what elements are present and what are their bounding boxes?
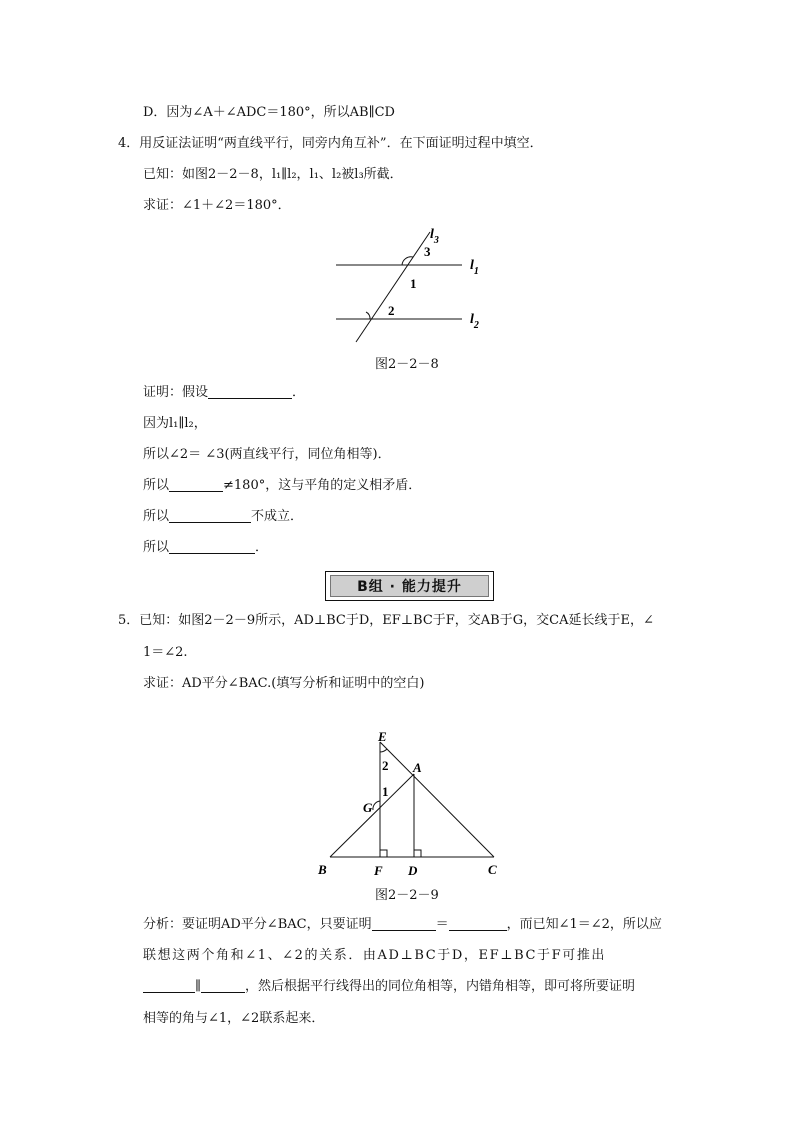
q5-given-line-1	[118, 612, 654, 630]
q5-prove: 求证：AD平分∠BAC.(填写分析和证明中的空白)	[143, 676, 425, 691]
figure-2-2-8	[330, 224, 500, 348]
point-f: F	[374, 863, 383, 878]
q5-given-text: 已知：如图2－2－9所示，AD⊥BC于D，EF⊥BC于F，交AB于G，交CA延长线于E，∠	[139, 613, 654, 628]
proof-blank-4[interactable]	[169, 539, 255, 554]
analysis-1-suffix: ，而已知∠1＝∠2，所以应	[506, 917, 662, 932]
proof-6-suffix: ．	[255, 540, 269, 555]
angle-arc-1	[402, 257, 413, 265]
proof-4-prefix: 所以	[143, 478, 170, 493]
angle-arc-2	[366, 312, 370, 319]
q4-proof-line-5	[143, 508, 303, 526]
proof-blank-2[interactable]	[169, 477, 223, 492]
right-angle-f	[380, 850, 387, 857]
q5-number: 5．	[118, 613, 140, 628]
right-angle-d	[414, 850, 421, 857]
q4-prove: 求证：∠1＋∠2＝180°．	[143, 198, 291, 213]
q4-number: 4．	[118, 136, 140, 151]
proof-6-prefix: 所以	[143, 540, 170, 555]
segment-ec	[380, 742, 494, 857]
point-g: G	[363, 800, 373, 815]
label-angle-1: 1	[410, 276, 417, 291]
analysis-blank-2[interactable]	[449, 916, 507, 931]
label-l2: $l_2$	[470, 312, 479, 331]
point-b: B	[318, 862, 327, 877]
figure-2-2-9-caption: 图2－2－9	[375, 888, 439, 903]
q5-analysis-line-4: 相等的角与∠1，∠2联系起来．	[143, 1011, 325, 1026]
analysis-3-mid: ∥	[195, 979, 202, 994]
analysis-blank-3[interactable]	[143, 978, 195, 993]
analysis-1-mid: ＝	[435, 917, 449, 932]
q4-proof-line-6	[143, 539, 268, 557]
proof-blank-1[interactable]	[208, 384, 292, 399]
point-a: A	[413, 760, 422, 775]
point-d: D	[408, 863, 418, 878]
q5-given-line-2: 1＝∠2.	[143, 645, 188, 660]
label-angle-3: 3	[424, 244, 431, 259]
label-angle-1: 1	[382, 784, 389, 799]
q5-analysis-line-3	[143, 978, 635, 996]
section-banner	[325, 571, 494, 601]
q4-proof-line-3: 所以∠2＝ ∠3(两直线平行，同位角相等)．	[143, 447, 391, 462]
line-l3	[356, 232, 430, 342]
segment-ba	[330, 774, 414, 857]
q3-option-d: D．因为∠A＋∠ADC＝180°，所以AB∥CD	[143, 105, 395, 120]
q4-proof-line-1	[143, 384, 305, 402]
analysis-1-prefix: 分析：要证明AD平分∠BAC，只要证明	[143, 917, 372, 932]
proof-5-suffix: 不成立．	[251, 509, 304, 524]
section-banner-title: B组 · 能力提升	[330, 575, 489, 597]
q4-proof-line-2: 因为l₁∥l₂，	[143, 416, 207, 431]
q5-analysis-line-1	[143, 916, 662, 934]
label-l3: $l_3$	[430, 227, 439, 246]
analysis-blank-1[interactable]	[372, 916, 436, 931]
label-angle-2: 2	[388, 303, 395, 318]
label-angle-2: 2	[382, 758, 389, 773]
analysis-3-suffix: ，然后根据平行线得出的同位角相等，内错角相等，即可将所要证明	[245, 979, 636, 994]
proof-1-suffix: ．	[292, 385, 306, 400]
proof-5-prefix: 所以	[143, 509, 170, 524]
q4-given: 已知：如图2－2－8，l₁∥l₂，l₁、l₂被l₃所截．	[143, 167, 403, 182]
q4-stem-text: 用反证法证明“两直线平行，同旁内角互补”．在下面证明过程中填空．	[139, 136, 543, 151]
figure-2-2-9	[310, 722, 510, 884]
q5-analysis-line-2: 联想这两个角和∠1、∠2的关系．由AD⊥BC于D，EF⊥BC于F可推出	[143, 948, 607, 963]
label-l1: $l_1$	[470, 258, 479, 277]
point-c: C	[488, 862, 497, 877]
point-e: E	[378, 729, 387, 744]
analysis-blank-4[interactable]	[201, 978, 245, 993]
angle-arc-2	[380, 749, 387, 752]
figure-2-2-8-caption: 图2－2－8	[375, 357, 439, 372]
q4-proof-line-4	[143, 477, 421, 495]
proof-blank-3[interactable]	[169, 508, 251, 523]
proof-4-suffix: ≠180°，这与平角的定义相矛盾．	[223, 478, 422, 493]
q4-stem	[118, 135, 543, 153]
proof-1-prefix: 证明：假设	[143, 385, 209, 400]
